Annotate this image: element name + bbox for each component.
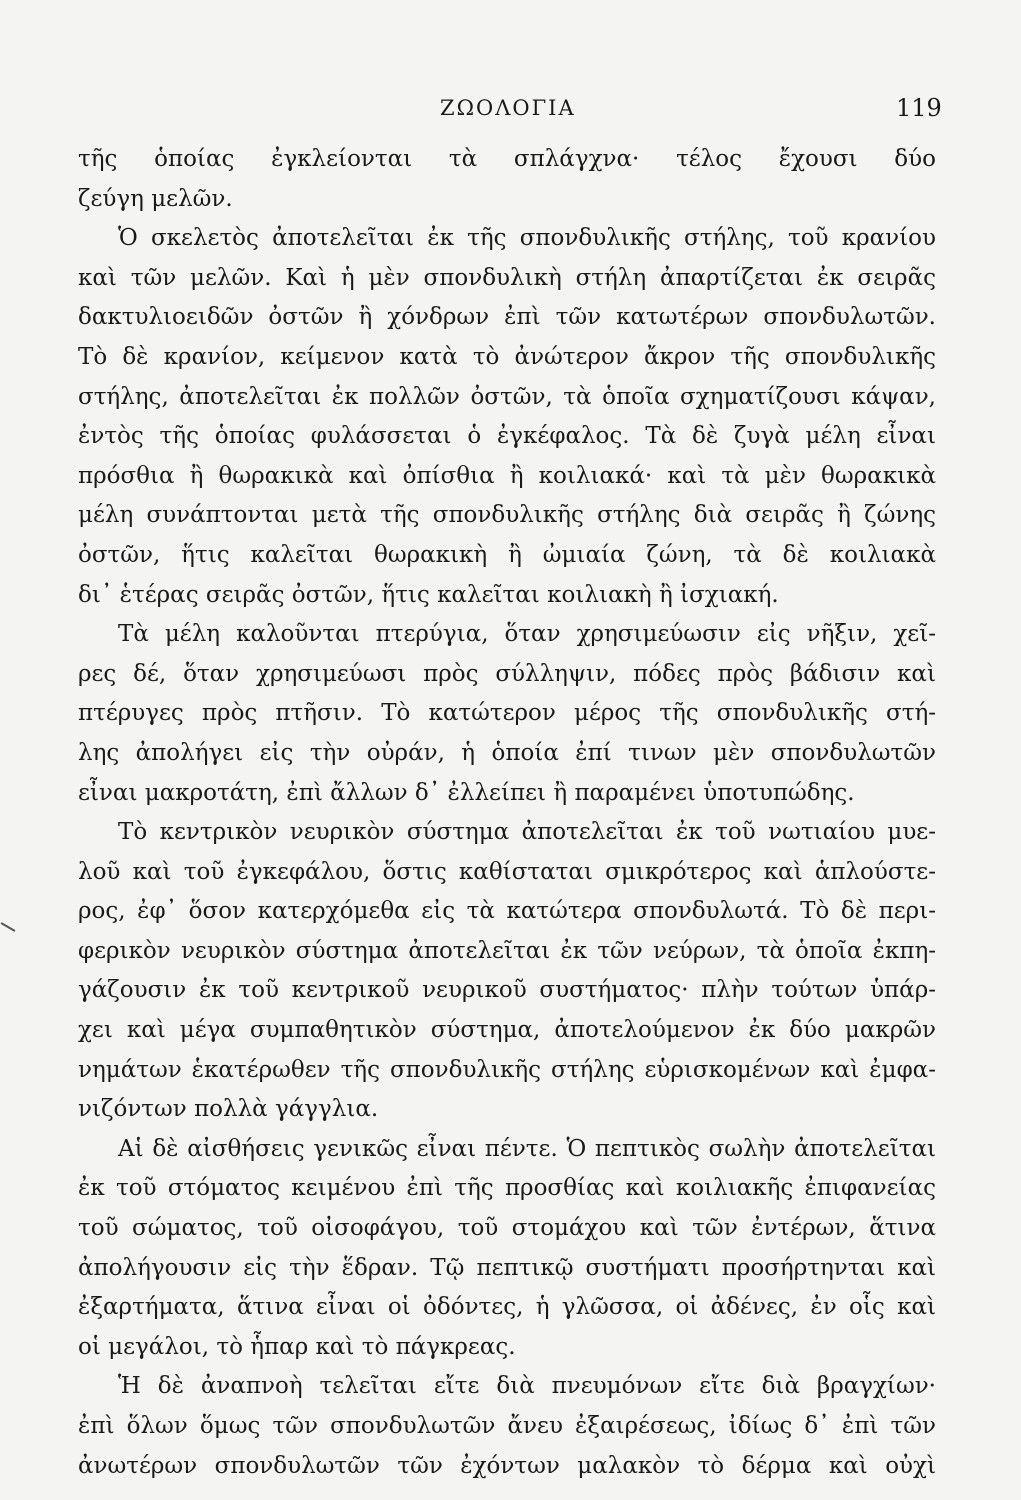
text-line: ἀνωτέρων σπονδυλωτῶν τῶν ἐχόντων μαλακὸν τὸ δέρμα καὶ οὐχὶ	[78, 1452, 936, 1479]
text-line: δακτυλιοειδῶν ὀστῶν ἢ χόνδρων ἐπὶ τῶν κατωτέρων σπονδυλωτῶν.	[78, 304, 936, 331]
margin-mark	[1, 922, 16, 932]
text-line: γάζουσιν ἐκ τοῦ κεντρικοῦ νευρικοῦ συστήματος· πλὴν τούτων ὑπάρ-	[78, 977, 936, 1004]
text-line: Τὰ μέλη καλοῦνται πτερύγια, ὅταν χρησιμεύωσιν εἰς νῆξιν, χεῖ-	[118, 621, 936, 648]
text-line: λοῦ καὶ τοῦ ἐγκεφάλου, ὅστις καθίσταται σμικρότερος καὶ ἁπλούστε-	[78, 858, 936, 885]
text-line: φερικὸν νευρικὸν σύστημα ἀποτελεῖται ἐκ τῶν νεύρων, τὰ ὁποῖα ἐκπη-	[78, 937, 936, 964]
text-line: πτέρυγες πρὸς πτῆσιν. Τὸ κατώτερον μέρος τῆς σπονδυλικῆς στή-	[78, 700, 936, 727]
text-line: μέλη συνάπτονται μετὰ τῆς σπονδυλικῆς στήλης διὰ σειρᾶς ἢ ζώνης	[78, 502, 936, 529]
text-line: Ἡ δὲ ἀναπνοὴ τελεῖται εἴτε διὰ πνευμόνων εἴτε διὰ βραγχίων·	[118, 1373, 936, 1400]
text-line: δι᾿ ἑτέρας σειρᾶς ὀστῶν, ἥτις καλεῖται κοιλιακὴ ἢ ἰσχιακή.	[78, 581, 779, 608]
text-line: ἐντὸς τῆς ὁποίας φυλάσσεται ὁ ἐγκέφαλος. Τὰ δὲ ζυγὰ μέλη εἶναι	[78, 423, 936, 450]
text-line: Ὁ σκελετὸς ἀποτελεῖται ἐκ τῆς σπονδυλικῆς στήλης, τοῦ κρανίου	[118, 225, 936, 252]
text-line: ἀπολήγουσιν εἰς τὴν ἕδραν. Τῷ πεπτικῷ συστήματι προσήρτηνται καὶ	[78, 1254, 936, 1281]
text-line: ρες δέ, ὅταν χρησιμεύωσι πρὸς σύλληψιν, πόδες πρὸς βάδισιν καὶ	[78, 660, 936, 687]
text-line: Τὸ δὲ κρανίον, κείμενον κατὰ τὸ ἀνώτερον ἄκρον τῆς σπονδυλικῆς	[78, 343, 936, 370]
text-line: ζεύγη μελῶν.	[78, 185, 233, 212]
text-line: καὶ τῶν μελῶν. Καὶ ἡ μὲν σπονδυλικὴ στήλη ἀπαρτίζεται ἐκ σειρᾶς	[78, 264, 936, 291]
running-title: ΖΩΟΛΟΓΙΑ	[440, 96, 576, 120]
text-line: ἐκ τοῦ στόματος κειμένου ἐπὶ τῆς προσθίας καὶ κοιλιακῆς ἐπιφανείας	[78, 1175, 936, 1202]
text-line: εἶναι μακροτάτη, ἐπὶ ἄλλων δ᾿ ἐλλείπει ἢ παραμένει ὑποτυπώδης.	[78, 779, 855, 806]
text-line: λης ἀπολήγει εἰς τὴν οὐράν, ἡ ὁποία ἐπί τινων μὲν σπονδυλωτῶν	[78, 739, 936, 766]
text-line: ἐξαρτήματα, ἅτινα εἶναι οἱ ὀδόντες, ἡ γλῶσσα, οἱ ἀδένες, ἐν οἷς καὶ	[78, 1294, 936, 1321]
text-line: οἱ μεγάλοι, τὸ ἧπαρ καὶ τὸ πάγκρεας.	[78, 1333, 516, 1360]
text-line: πρόσθια ἢ θωρακικὰ καὶ ὀπίσθια ἢ κοιλιακά· καὶ τὰ μὲν θωρακικὰ	[78, 462, 936, 489]
text-line: νημάτων ἑκατέρωθεν τῆς σπονδυλικῆς στήλης εὑρισκομένων καὶ ἐμφα-	[78, 1056, 936, 1083]
body-text	[78, 140, 936, 1486]
text-line: ὀστῶν, ἥτις καλεῖται θωρακικὴ ἢ ὠμιαία ζώνη, τὰ δὲ κοιλιακὰ	[78, 541, 936, 568]
text-line: Αἱ δὲ αἰσθήσεις γενικῶς εἶναι πέντε. Ὁ πεπτικὸς σωλὴν ἀποτελεῖται	[118, 1135, 936, 1162]
text-line: νιζόντων πολλὰ γάγγλια.	[78, 1096, 379, 1123]
text-line: τῆς ὁποίας ἐγκλείονται τὰ σπλάγχνα· τέλος ἔχουσι δύο	[78, 146, 936, 172]
page-number: 119	[896, 94, 942, 122]
text-line: τοῦ σώματος, τοῦ οἰσοφάγου, τοῦ στομάχου καὶ τῶν ἐντέρων, ἅτινα	[78, 1215, 936, 1242]
text-line: Τὸ κεντρικὸν νευρικὸν σύστημα ἀποτελεῖται ἐκ τοῦ νωτιαίου μυε-	[118, 819, 936, 846]
text-line: ρος, ἐφ᾿ ὅσον κατερχόμεθα εἰς τὰ κατώτερα σπονδυλωτά. Τὸ δὲ περι-	[78, 898, 936, 925]
text-line: χει καὶ μέγα συμπαθητικὸν σύστημα, ἀποτελούμενον ἐκ δύο μακρῶν	[78, 1017, 936, 1044]
text-line: ἐπὶ ὅλων ὅμως τῶν σπονδυλωτῶν ἄνευ ἐξαιρέσεως, ἰδίως δ᾿ ἐπὶ τῶν	[78, 1413, 936, 1439]
text-line: στήλης, ἀποτελεῖται ἐκ πολλῶν ὀστῶν, τὰ ὁποῖα σχηματίζουσι κάψαν,	[78, 383, 936, 410]
